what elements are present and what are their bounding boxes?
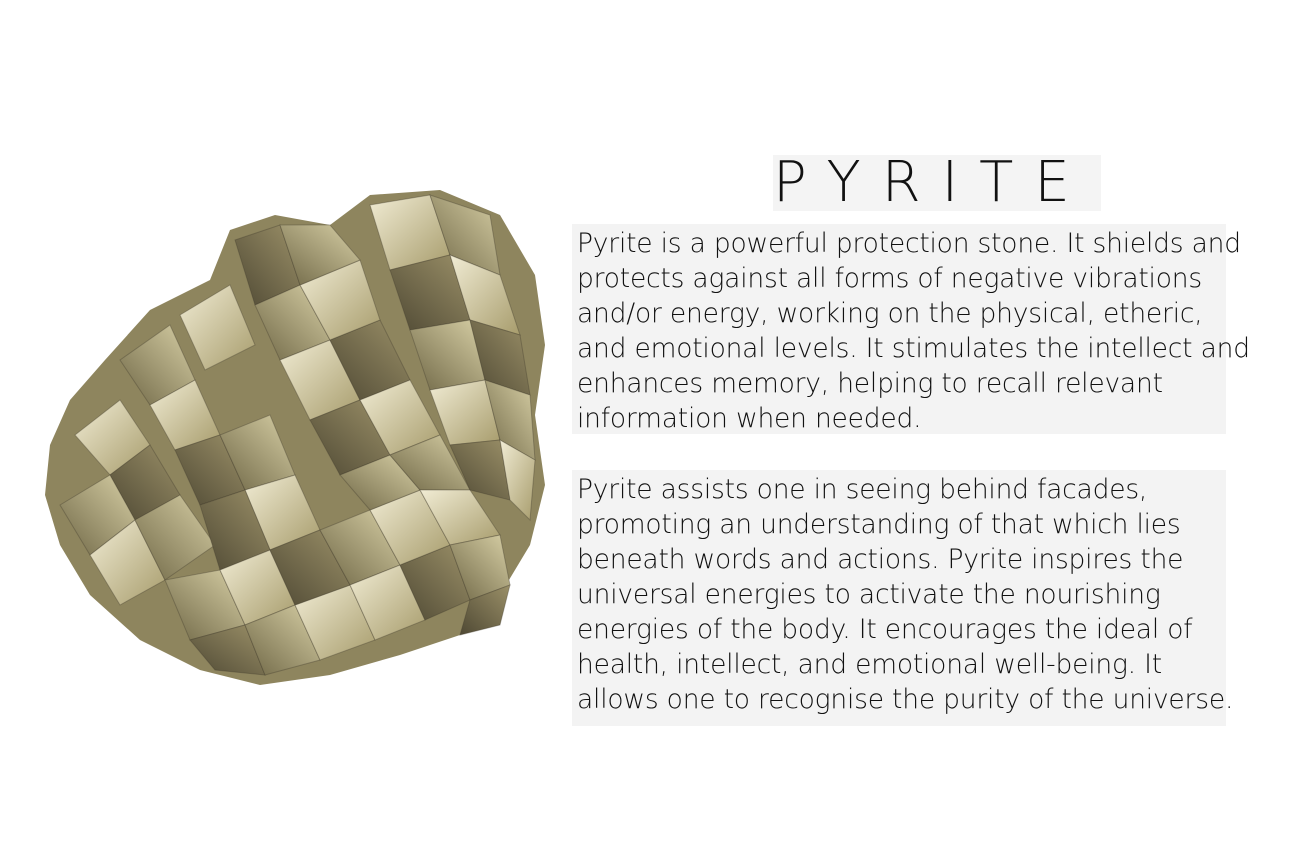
paragraph-line: protects against all forms of negative vibrations — [577, 263, 1202, 294]
paragraph-line: energies of the body. It encourages the ideal of — [577, 614, 1193, 645]
paragraph-line: Pyrite is a powerful protection stone. It shields and — [577, 228, 1241, 259]
paragraph-line: universal energies to activate the nourishing — [577, 579, 1161, 610]
paragraph-protection — [572, 224, 1250, 434]
page-title: PYRITE — [773, 150, 1091, 215]
paragraph-line: beneath words and actions. Pyrite inspires the — [577, 544, 1184, 575]
paragraph-facades — [572, 470, 1234, 726]
paragraph-line: enhances memory, helping to recall relevant — [577, 368, 1163, 399]
paragraph-line: Pyrite assists one in seeing behind facades, — [577, 474, 1148, 505]
paragraph-line: and/or energy, working on the physical, etheric, — [577, 298, 1203, 329]
paragraph-line: information when needed. — [577, 403, 922, 434]
pyrite-image — [30, 185, 550, 695]
paragraph-line: and emotional levels. It stimulates the intellect and — [577, 333, 1250, 364]
paragraph-line: promoting an understanding of that which lies — [577, 509, 1181, 540]
paragraph-line: health, intellect, and emotional well-being. It — [577, 649, 1162, 680]
paragraph-line: allows one to recognise the purity of the universe. — [577, 684, 1234, 715]
title-banner — [773, 150, 1101, 215]
